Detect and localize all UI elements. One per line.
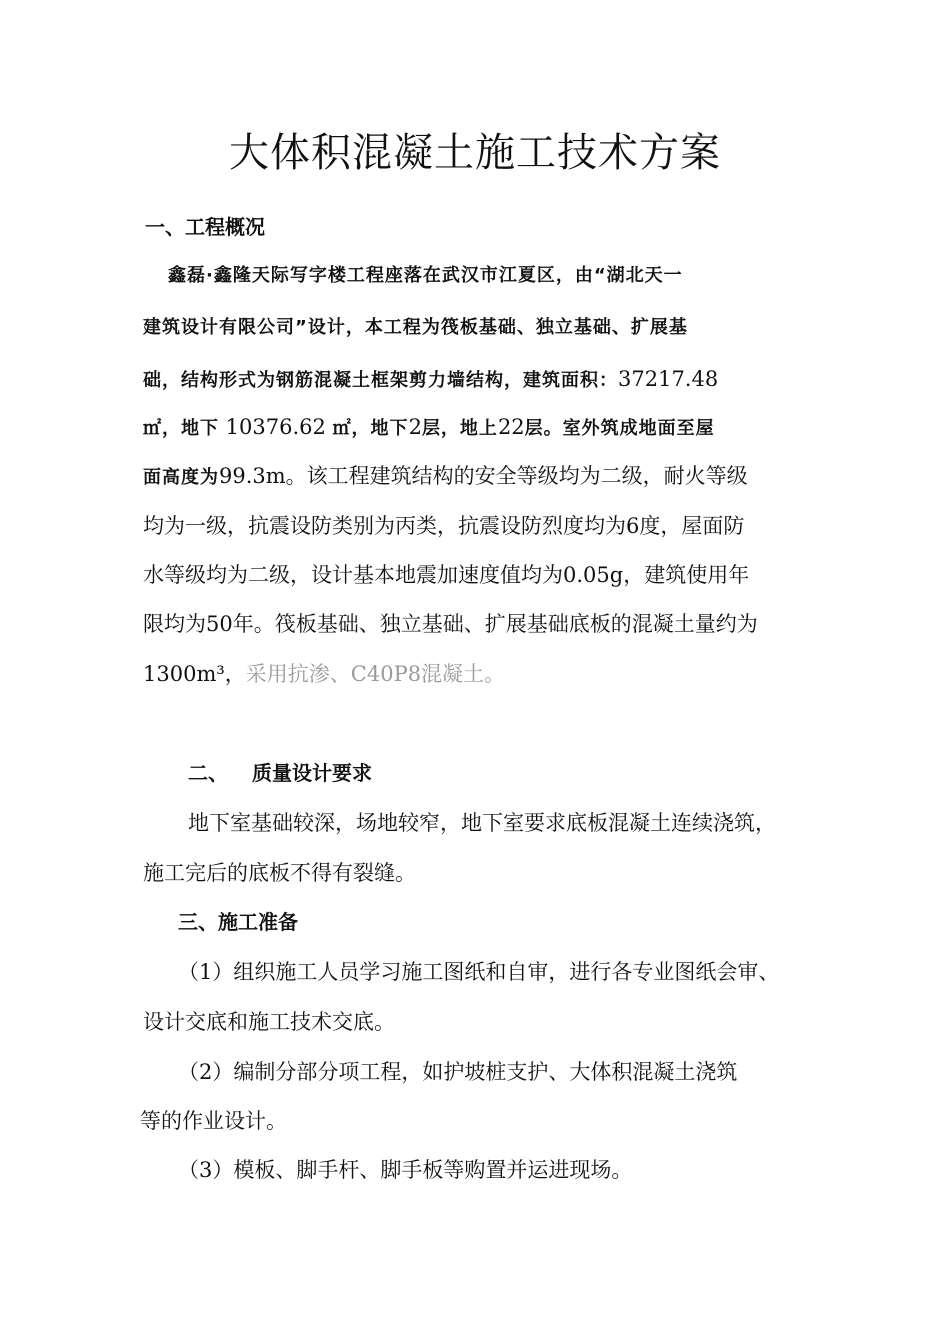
section-number: 二、 — [188, 761, 228, 785]
paragraph-line: 地下室基础较深，场地较窄，地下室要求底板混凝土连续浇筑， — [188, 811, 776, 835]
text-run: 层。室外筑成地面至屋 — [524, 418, 715, 439]
text-run: 22 — [497, 415, 525, 439]
paragraph-line: 建筑设计有限公司”设计，本工程为筏板基础、独立基础、扩展基 — [143, 317, 688, 338]
section-heading-text: 质量设计要求 — [252, 761, 372, 785]
text-run: 1300m³， — [143, 662, 246, 686]
text-run: ㎡，地下 — [143, 418, 219, 439]
text-run: ㎡，地下 — [332, 418, 409, 439]
paragraph-line: 等的作业设计。 — [140, 1109, 287, 1133]
text-run: 37217.48 — [618, 367, 719, 391]
document-title: 大体积混凝土施工技术方案 — [229, 130, 721, 176]
text-run: 面高度为 — [143, 467, 219, 488]
paragraph-line: （1）组织施工人员学习施工图纸和自审，进行各专业图纸会审、 — [178, 960, 780, 984]
paragraph-line: （2）编制分部分项工程，如护坡桩支护、大体积混凝土浇筑 — [178, 1060, 738, 1084]
text-run: 10376.62 — [219, 415, 333, 439]
paragraph-line — [143, 657, 813, 691]
paragraph-line: 限均为50年。筏板基础、独立基础、扩展基础底板的混凝土量约为 — [143, 612, 758, 636]
section-heading-overview: 一、工程概况 — [145, 215, 265, 239]
paragraph-line: 均为一级，抗震设防类别为丙类，抗震设防烈度均为6度，屋面防 — [143, 514, 745, 538]
paragraph-line: （3）模板、脚手杆、脚手板等购置并运进现场。 — [178, 1158, 633, 1182]
text-run: 础，结构形式为钢筋混凝土框架剪力墙结构，建筑面积： — [143, 370, 618, 391]
paragraph-line: 鑫磊·鑫隆天际写字楼工程座落在武汉市江夏区，由“湖北天一 — [168, 265, 683, 286]
paragraph-line: 设计交底和施工技术交底。 — [143, 1010, 395, 1034]
section-heading-quality — [188, 758, 372, 788]
text-run-faded: 采用抗渗、C40P8混凝土。 — [245, 662, 506, 686]
text-run: 99.3m。该工程建筑结构的安全等级均为二级，耐火等级 — [219, 464, 748, 488]
section-heading-preparation: 三、施工准备 — [178, 910, 298, 934]
paragraph-line: 水等级均为二级，设计基本地震加速度值均为0.05g，建筑使用年 — [143, 563, 750, 587]
paragraph-line: 施工完后的底板不得有裂缝。 — [143, 861, 416, 885]
paragraph-line — [143, 459, 813, 495]
text-run: 2 — [408, 415, 422, 439]
paragraph-line — [143, 410, 813, 446]
text-run: 层，地上 — [421, 418, 498, 439]
paragraph-line — [143, 362, 813, 398]
